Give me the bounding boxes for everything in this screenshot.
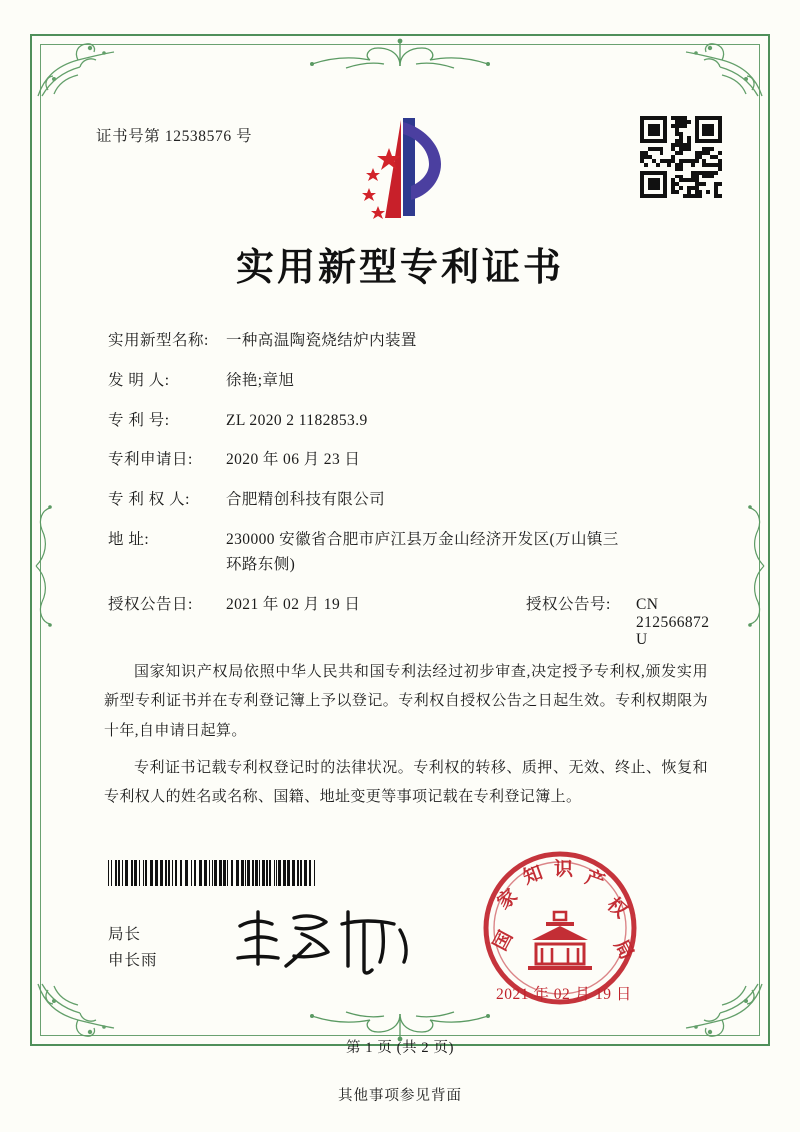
field-label: 实用新型名称: [108,332,209,349]
side-flourish-icon [744,486,768,646]
field-inventor [108,372,704,390]
field-value: 合肥精创科技有限公司 [226,491,386,509]
page-indicator: 第 1 页 (共 2 页) [345,1040,455,1056]
page-title: 实用新型专利证书 [235,247,564,289]
paragraph-2: 专利证书记载专利权登记时的法律状况。专利权的转移、质押、无效、终止、恢复和专利权人的姓名或名称、国籍、地址变更等事项记载在专利登记簿上。 [104,759,708,805]
side-flourish-icon [32,486,56,646]
field-utility-model-name [108,332,704,350]
handwritten-signature-icon [232,900,422,978]
field-value: 2021 年 02 月 19 日 [226,595,361,613]
field-label-secondary: 授权公告号: [526,595,611,613]
seal-date: 2021 年 02 月 19 日 [496,986,632,1003]
field-list [108,332,710,671]
corner-ornament-icon [682,38,766,100]
field-address [108,531,704,574]
field-value-line1: 230000 安徽省合肥市庐江县万金山经济开发区(万山镇三 [226,531,619,549]
barcode-icon [108,860,318,886]
field-label: 授权公告日: [108,595,193,613]
top-flourish-icon [250,36,550,70]
field-value-line2: 环路东侧) [226,555,296,573]
field-value: ZL 2020 2 1182853.9 [226,411,368,429]
field-patent-number [108,412,704,430]
corner-ornament-icon [682,980,766,1042]
certificate-number: 证书号第 12538576 号 [96,128,253,145]
svg-text:知: 知 [520,862,546,889]
field-value [226,531,704,574]
corner-ornament-icon [34,980,118,1042]
footer-note: 其他事项参见背面 [338,1088,462,1104]
field-value-secondary: CN 212566872 U [636,595,710,649]
svg-text:国: 国 [489,927,518,955]
field-label: 专利申请日: [108,451,193,469]
legal-text [104,658,708,820]
field-value: 2020 年 06 月 23 日 [226,451,361,469]
svg-text:产: 产 [582,866,608,894]
cnipa-logo-icon [345,112,455,224]
field-label: 专 利 号: [108,411,170,429]
field-value: 徐艳;章旭 [226,371,295,389]
field-patentee [108,491,704,509]
signature-block [108,922,158,975]
qr-code-icon [640,116,722,198]
field-application-date [108,451,704,469]
director-title-label: 局长 [108,926,142,943]
field-label: 发 明 人: [108,371,170,389]
svg-text:局: 局 [609,936,638,964]
field-grant-announcement [108,595,710,649]
svg-text:家: 家 [493,885,522,914]
director-name-label: 申长雨 [108,952,158,970]
corner-ornament-icon [34,38,118,100]
paragraph-1: 国家知识产权局依照中华人民共和国专利法经过初步审查,决定授予专利权,颁发实用新型专利证书并在专利登记簿上予以登记。专利权自授权公告之日起生效。专利权期限为十年,自申请日起算。 [104,664,708,739]
field-label: 地 址: [108,531,150,549]
svg-text:权: 权 [602,894,631,923]
svg-text:识: 识 [554,859,574,880]
field-value: 一种高温陶瓷烧结炉内装置 [226,332,417,349]
field-label: 专 利 权 人: [108,491,190,509]
